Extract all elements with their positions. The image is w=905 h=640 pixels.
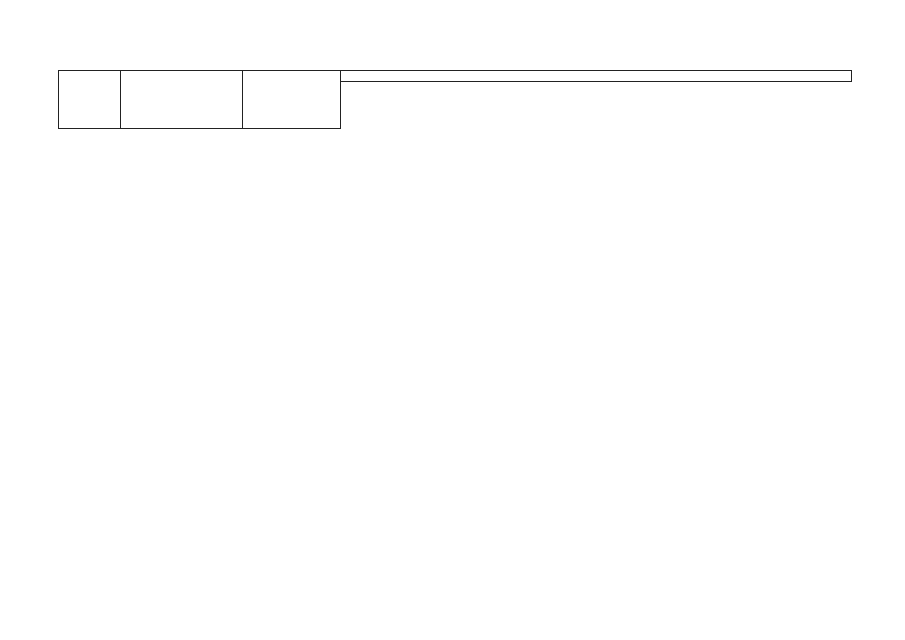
- header-row: [59, 71, 852, 82]
- header-status: [59, 71, 121, 129]
- header-name: [121, 71, 243, 129]
- financing-table: [58, 70, 852, 148]
- table-row: [59, 129, 852, 148]
- header-sources: [243, 71, 341, 129]
- header-estimate: [341, 71, 852, 82]
